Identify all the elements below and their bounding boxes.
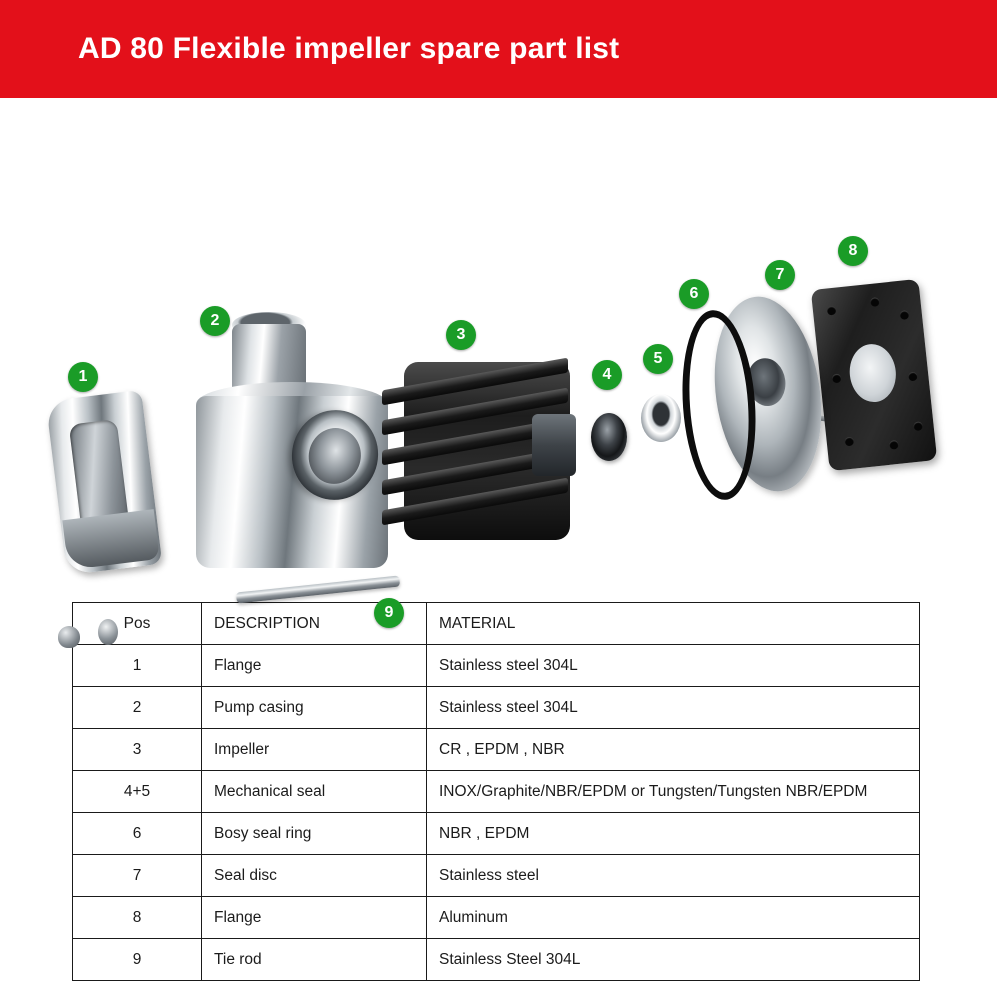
flange-bore [847,342,899,404]
cell-description: Mechanical seal [202,771,427,813]
cell-material: Stainless steel [427,855,920,897]
cell-pos: 9 [73,939,202,981]
cell-pos: 1 [73,645,202,687]
callout-7-seal-disc: 7 [765,260,795,290]
cell-pos: 7 [73,855,202,897]
cell-material: Stainless Steel 304L [427,939,920,981]
flange-edge [62,509,159,570]
table-header-row [73,603,920,645]
callout-2-pump-casing: 2 [200,306,230,336]
callout-6-body-seal-ring: 6 [679,279,709,309]
table-row [73,813,920,855]
cell-description: Flange [202,645,427,687]
part-impeller [404,362,570,540]
callout-1-flange: 1 [68,362,98,392]
bolt-hole-icon [908,371,918,381]
table-row [73,897,920,939]
part-mechanical-seal-4 [591,413,627,461]
cell-material: INOX/Graphite/NBR/EPDM or Tungsten/Tungsten NBR/EPDM [427,771,920,813]
page-header [0,0,997,98]
bolt-hole-icon [913,421,923,431]
cell-description: Tie rod [202,939,427,981]
exploded-view-diagram [0,98,997,621]
cell-material: NBR , EPDM [427,813,920,855]
cell-material: Stainless steel 304L [427,645,920,687]
table-row [73,645,920,687]
table-row [73,939,920,981]
cell-material: CR , EPDM , NBR [427,729,920,771]
table-row [73,729,920,771]
loose-screw-a [58,626,80,648]
page-title: AD 80 Flexible impeller spare part list [78,32,620,65]
table-row [73,855,920,897]
callout-5-mechanical-seal: 5 [643,344,673,374]
header-material: MATERIAL [427,603,920,645]
table-row [73,771,920,813]
bolt-hole-icon [844,436,854,446]
cell-pos: 4+5 [73,771,202,813]
table-row [73,687,920,729]
part-mechanical-seal-5 [641,394,681,442]
loose-screw-b [98,619,118,645]
impeller-hub [532,414,576,476]
callout-8-flange: 8 [838,236,868,266]
bolt-hole-icon [899,310,909,320]
header-description: DESCRIPTION [202,603,427,645]
cell-pos: 6 [73,813,202,855]
bolt-hole-icon [832,373,842,383]
callout-4-mechanical-seal: 4 [592,360,622,390]
header-pos: Pos [73,603,202,645]
callout-9-tie-rod: 9 [374,598,404,628]
bolt-hole-icon [827,306,837,316]
callout-3-impeller: 3 [446,320,476,350]
spare-parts-table [72,602,920,981]
cell-description: Flange [202,897,427,939]
part-flange-aluminum [811,279,937,471]
cell-material: Aluminum [427,897,920,939]
cell-pos: 2 [73,687,202,729]
cell-pos: 8 [73,897,202,939]
cell-material: Stainless steel 304L [427,687,920,729]
pump-casing-port-bore [304,423,367,489]
cell-description: Impeller [202,729,427,771]
cell-description: Bosy seal ring [202,813,427,855]
bolt-hole-icon [870,297,880,307]
part-tie-rod [236,575,400,603]
cell-description: Seal disc [202,855,427,897]
cell-description: Pump casing [202,687,427,729]
part-flange-left [46,390,163,575]
cell-pos: 3 [73,729,202,771]
bolt-hole-icon [889,440,899,450]
